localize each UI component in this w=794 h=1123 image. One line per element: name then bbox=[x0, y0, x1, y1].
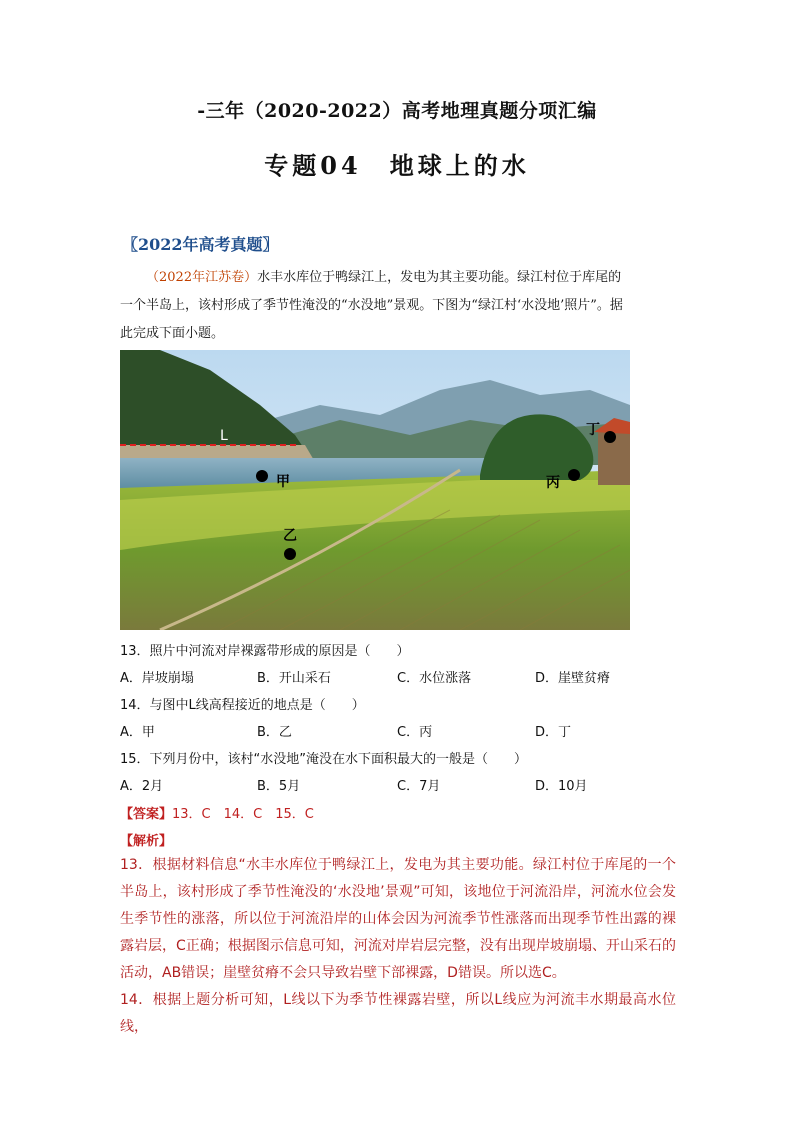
intro-paragraph bbox=[120, 264, 632, 348]
q15-option-c: C．7月 bbox=[397, 779, 441, 794]
label-jia: 甲 bbox=[276, 474, 290, 490]
answer-value: 13．C 14．C 15．C bbox=[172, 807, 314, 822]
intro-source: （2022年江苏卷） bbox=[146, 270, 258, 285]
q15-option-a: A．2月 bbox=[120, 779, 164, 794]
q13-option-a: A．岸坡崩塌 bbox=[120, 671, 194, 686]
intro-text: 水丰水库位于鸭绿江上，发电为其主要功能。绿江村位于库尾的一个半岛上，该村形成了季节性淹没的“水没地”景观。下图为“绿江村‘水没地’照片”。据此完成下面小题。 bbox=[120, 270, 623, 341]
q14-option-b: B．乙 bbox=[257, 725, 292, 740]
q13-option-b: B．开山采石 bbox=[257, 671, 331, 686]
answer-label: 【答案】 bbox=[120, 807, 173, 822]
q15-option-d: D．10月 bbox=[535, 779, 588, 794]
analysis-label: 【解析】 bbox=[120, 834, 173, 849]
q13-option-d: D．崖壁贫瘠 bbox=[535, 671, 611, 686]
question-13: 13．照片中河流对岸裸露带形成的原因是（ ） bbox=[120, 644, 410, 659]
analysis-body bbox=[120, 852, 676, 1041]
section-heading: 〖2022年高考真题〗 bbox=[122, 235, 279, 254]
q13-option-c: C．水位涨落 bbox=[397, 671, 472, 686]
label-yi: 乙 bbox=[283, 528, 297, 544]
answer-line bbox=[120, 803, 314, 822]
q14-option-a: A．甲 bbox=[120, 725, 155, 740]
question-15: 15．下列月份中，该村“水没地”淹没在水下面积最大的一般是（ ） bbox=[120, 752, 528, 767]
label-bing: 丙 bbox=[546, 475, 560, 491]
question-14: 14．与图中L线高程接近的地点是（ ） bbox=[120, 698, 365, 713]
q14-option-c: C．丙 bbox=[397, 725, 433, 740]
label-L: L bbox=[220, 428, 228, 444]
q14-option-d: D．丁 bbox=[535, 725, 572, 740]
series-title: -三年（2020-2022）高考地理真题分项汇编 bbox=[197, 100, 597, 122]
label-ding: 丁 bbox=[586, 422, 600, 438]
q15-option-b: B．5月 bbox=[257, 779, 301, 794]
page-title: 专题04 地球上的水 bbox=[264, 151, 530, 180]
analysis-paragraph-14: 14．根据上题分析可知，L线以下为季节性裸露岩壁，所以L线应为河流丰水期最高水位线， bbox=[120, 992, 676, 1035]
photo-illustration bbox=[120, 350, 630, 630]
analysis-paragraph-13: 13．根据材料信息“水丰水库位于鸭绿江上，发电为其主要功能。绿江村位于库尾的一个半岛上，该村形成了季节性淹没的‘水没地’景观”可知，该地位于河流沿岸，河流水位会发生季节性的涨落，所以位于河流沿岸的山体会因为河流季节性涨落而出现季节性出露的裸露岩层，C正确；根据图示信息可知，河流对岸岩层完整，没有出现岸坡崩塌、开山采石的活动，AB错误；崖壁贫瘠不会只导致岩壁下部裸露，D错误。所以选C。 bbox=[120, 857, 676, 981]
landscape-photo bbox=[120, 350, 630, 630]
